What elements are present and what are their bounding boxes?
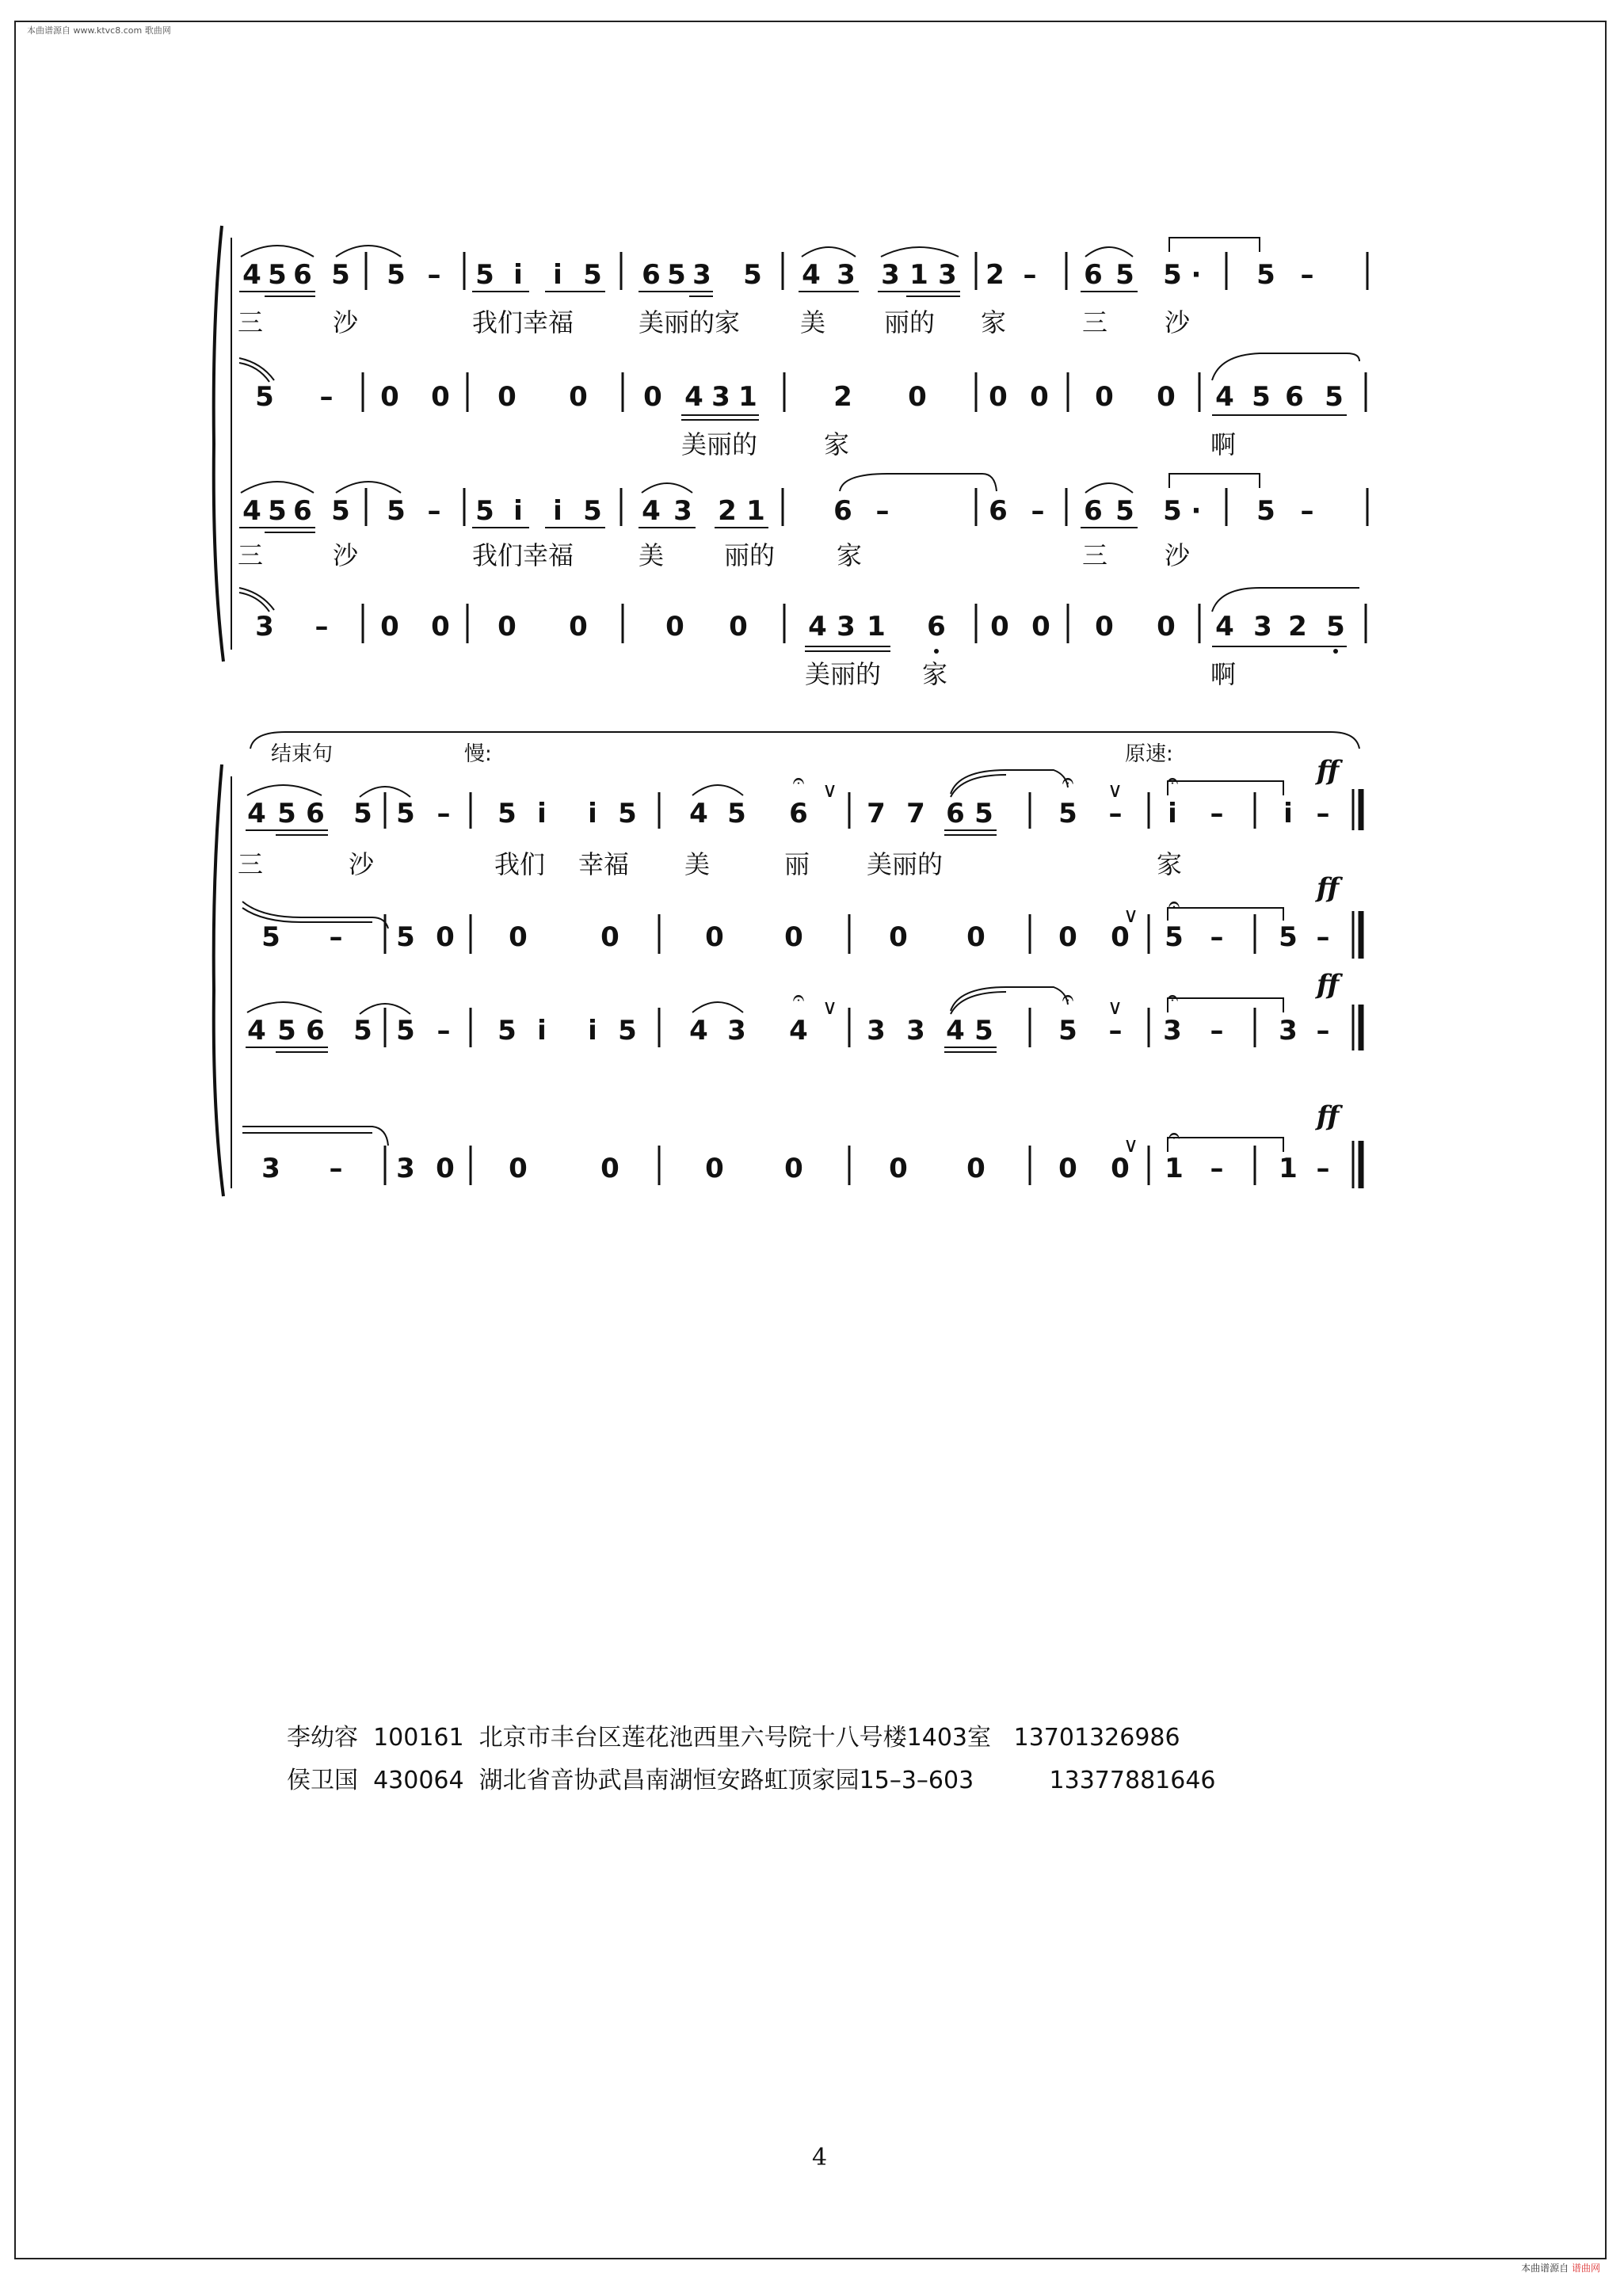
svg-text:6: 6 — [789, 798, 808, 829]
svg-text:5: 5 — [1115, 259, 1134, 291]
svg-text:我们幸福: 我们幸福 — [472, 540, 574, 570]
svg-text:0: 0 — [1031, 611, 1050, 642]
svg-text:4: 4 — [247, 1015, 266, 1047]
svg-text:沙: 沙 — [349, 849, 375, 879]
svg-text:–: – — [436, 798, 451, 829]
svg-text:ff: ff — [1317, 872, 1340, 904]
svg-text:5: 5 — [1163, 495, 1182, 527]
svg-text:5: 5 — [1256, 495, 1275, 527]
staff-4 — [255, 611, 1345, 654]
svg-text:–: – — [1023, 259, 1037, 291]
tempo-label: 原速: — [1125, 742, 1173, 766]
svg-text:0: 0 — [431, 611, 450, 642]
svg-text:5: 5 — [277, 798, 296, 829]
svg-text:家: 家 — [922, 659, 948, 689]
lyrics-1 — [238, 307, 1191, 337]
svg-text:–: – — [1210, 798, 1224, 829]
svg-text:4: 4 — [1215, 381, 1234, 413]
svg-text:–: – — [436, 1015, 451, 1047]
svg-text:5: 5 — [743, 259, 762, 291]
svg-text:4: 4 — [242, 495, 261, 527]
svg-text:4: 4 — [808, 611, 827, 642]
staff-3 — [242, 495, 1313, 527]
svg-text:0: 0 — [1111, 1153, 1130, 1184]
svg-text:𝄐: 𝄐 — [1062, 986, 1074, 1010]
svg-text:丽的: 丽的 — [724, 540, 776, 570]
svg-text:0: 0 — [1095, 381, 1114, 413]
svg-text:沙: 沙 — [333, 307, 359, 337]
staff-7 — [247, 986, 1329, 1047]
staff-8 — [261, 1124, 1329, 1184]
svg-text:4: 4 — [1215, 611, 1234, 642]
svg-text:三: 三 — [1082, 540, 1108, 570]
svg-text:家: 家 — [981, 307, 1007, 337]
svg-text:4: 4 — [242, 259, 261, 291]
svg-text:5: 5 — [353, 798, 372, 829]
svg-text:6: 6 — [642, 259, 661, 291]
svg-text:美丽的: 美丽的 — [805, 659, 882, 689]
svg-text:0: 0 — [990, 611, 1009, 642]
svg-text:美丽的: 美丽的 — [867, 849, 944, 879]
svg-text:5: 5 — [497, 1015, 517, 1047]
svg-text:5: 5 — [583, 495, 602, 527]
svg-text:2: 2 — [833, 381, 852, 413]
svg-text:4: 4 — [789, 1015, 808, 1047]
svg-text:美: 美 — [684, 849, 711, 879]
svg-text:0: 0 — [380, 611, 399, 642]
lyrics-4 — [805, 659, 1236, 689]
svg-text:ff: ff — [1317, 969, 1340, 1001]
svg-text:3: 3 — [1279, 1015, 1298, 1047]
svg-text:5: 5 — [1058, 798, 1077, 829]
svg-text:i: i — [588, 798, 597, 829]
svg-text:6: 6 — [293, 495, 312, 527]
lyrics-2 — [681, 429, 1236, 459]
slow-label: 慢: — [464, 742, 492, 766]
svg-text:5: 5 — [1163, 259, 1182, 291]
svg-text:0: 0 — [436, 921, 455, 953]
svg-text:美: 美 — [800, 307, 826, 337]
svg-text:3: 3 — [837, 611, 856, 642]
svg-text:5: 5 — [1252, 381, 1271, 413]
svg-text:𝄐: 𝄐 — [792, 769, 805, 793]
svg-text:∨: ∨ — [1107, 996, 1123, 1020]
svg-text:0: 0 — [1157, 611, 1176, 642]
svg-text:–: – — [1108, 1015, 1123, 1047]
svg-text:–: – — [319, 381, 334, 413]
svg-text:3: 3 — [255, 611, 274, 642]
svg-text:1: 1 — [867, 611, 886, 642]
svg-text:3: 3 — [396, 1153, 415, 1184]
svg-text:–: – — [1210, 1153, 1224, 1184]
svg-text:5: 5 — [1165, 921, 1184, 953]
svg-text:5: 5 — [497, 798, 517, 829]
svg-text:𝄐: 𝄐 — [792, 986, 805, 1010]
svg-text:3: 3 — [692, 259, 711, 291]
svg-text:0: 0 — [600, 1153, 619, 1184]
svg-text:·: · — [1191, 495, 1202, 527]
svg-text:3: 3 — [881, 259, 900, 291]
svg-text:–: – — [1300, 495, 1314, 527]
svg-text:0: 0 — [705, 1153, 724, 1184]
svg-text:0: 0 — [600, 921, 619, 953]
svg-text:5: 5 — [353, 1015, 372, 1047]
svg-text:0: 0 — [784, 921, 803, 953]
svg-text:1: 1 — [746, 495, 765, 527]
ending-label: 结束句 — [271, 742, 334, 766]
svg-text:0: 0 — [1030, 381, 1049, 413]
svg-text:–: – — [427, 495, 441, 527]
svg-text:7: 7 — [867, 798, 886, 829]
svg-text:3: 3 — [867, 1015, 886, 1047]
svg-text:5: 5 — [618, 1015, 637, 1047]
svg-text:–: – — [1316, 921, 1330, 953]
svg-text:i: i — [537, 798, 547, 829]
svg-text:i: i — [553, 259, 562, 291]
svg-text:美丽的: 美丽的 — [681, 429, 758, 459]
svg-text:6: 6 — [1084, 495, 1103, 527]
svg-text:5: 5 — [727, 798, 746, 829]
svg-text:0: 0 — [966, 921, 985, 953]
svg-text:6: 6 — [306, 798, 325, 829]
svg-text:2: 2 — [1288, 611, 1307, 642]
svg-text:–: – — [427, 259, 441, 291]
svg-text:三: 三 — [1082, 307, 1108, 337]
svg-text:5: 5 — [618, 798, 637, 829]
staff-6 — [261, 893, 1329, 953]
svg-text:家: 家 — [837, 540, 863, 570]
svg-text:4: 4 — [689, 798, 708, 829]
svg-text:0: 0 — [966, 1153, 985, 1184]
svg-text:6: 6 — [989, 495, 1008, 527]
svg-text:5: 5 — [387, 259, 406, 291]
contact-hou-weiguo: 侯卫国 430064 湖北省音协武昌南湖恒安路虹顶家园15–3–603 13377881646 — [287, 1767, 1216, 1794]
svg-text:6: 6 — [293, 259, 312, 291]
svg-text:0: 0 — [1157, 381, 1176, 413]
svg-text:1: 1 — [1165, 1153, 1184, 1184]
svg-text:3: 3 — [673, 495, 692, 527]
footer-logo: 本曲谱源自 谱曲网 — [1521, 2263, 1600, 2274]
svg-text:0: 0 — [1095, 611, 1114, 642]
svg-text:4: 4 — [642, 495, 661, 527]
svg-text:5: 5 — [1115, 495, 1134, 527]
svg-text:5: 5 — [396, 921, 415, 953]
svg-text:5: 5 — [1325, 381, 1344, 413]
svg-text:0: 0 — [908, 381, 927, 413]
svg-text:5: 5 — [268, 259, 287, 291]
svg-text:5: 5 — [1256, 259, 1275, 291]
staff-5 — [247, 769, 1329, 829]
contact-li-youring: 李幼容 100161 北京市丰台区莲花池西里六号院十八号楼1403室 13701326986 — [287, 1724, 1180, 1752]
svg-text:1: 1 — [909, 259, 928, 291]
svg-text:美丽的家: 美丽的家 — [639, 307, 741, 337]
svg-text:3: 3 — [727, 1015, 746, 1047]
svg-text:6: 6 — [927, 611, 946, 642]
svg-text:·: · — [1191, 259, 1202, 291]
svg-text:4: 4 — [247, 798, 266, 829]
svg-text:7: 7 — [906, 798, 925, 829]
svg-text:6: 6 — [946, 798, 965, 829]
svg-text:0: 0 — [569, 611, 588, 642]
svg-text:5: 5 — [268, 495, 287, 527]
svg-text:i: i — [513, 259, 523, 291]
system-1 — [214, 226, 1367, 689]
svg-text:i: i — [1283, 798, 1293, 829]
svg-text:我们幸福: 我们幸福 — [472, 307, 574, 337]
svg-text:∨: ∨ — [822, 996, 838, 1020]
svg-text:𝄐: 𝄐 — [1166, 769, 1179, 793]
svg-text:i: i — [588, 1015, 597, 1047]
svg-text:6: 6 — [1084, 259, 1103, 291]
svg-text:5: 5 — [277, 1015, 296, 1047]
svg-text:1: 1 — [1279, 1153, 1298, 1184]
svg-text:∨: ∨ — [1107, 779, 1123, 803]
svg-text:沙: 沙 — [1165, 307, 1191, 337]
svg-text:3: 3 — [1253, 611, 1272, 642]
svg-text:0: 0 — [784, 1153, 803, 1184]
svg-text:𝄐: 𝄐 — [1062, 769, 1074, 793]
svg-text:–: – — [1210, 1015, 1224, 1047]
svg-text:5: 5 — [255, 381, 274, 413]
svg-text:沙: 沙 — [333, 540, 359, 570]
svg-text:–: – — [1300, 259, 1314, 291]
svg-text:0: 0 — [1111, 921, 1130, 953]
svg-text:2: 2 — [985, 259, 1005, 291]
svg-text:–: – — [315, 611, 329, 642]
svg-text:–: – — [1108, 798, 1123, 829]
svg-text:2: 2 — [718, 495, 737, 527]
svg-text:0: 0 — [889, 921, 908, 953]
svg-text:ff: ff — [1317, 1100, 1340, 1132]
svg-text:丽的: 丽的 — [884, 307, 936, 337]
svg-text:5: 5 — [583, 259, 602, 291]
svg-text:3: 3 — [711, 381, 730, 413]
svg-text:家: 家 — [1157, 849, 1183, 879]
svg-text:丽: 丽 — [784, 849, 810, 879]
page-number: 4 — [812, 2144, 828, 2171]
svg-text:i: i — [1168, 798, 1177, 829]
svg-text:0: 0 — [989, 381, 1008, 413]
svg-text:5: 5 — [1279, 921, 1298, 953]
svg-text:0: 0 — [497, 381, 517, 413]
svg-text:i: i — [553, 495, 562, 527]
svg-text:–: – — [329, 1153, 343, 1184]
svg-text:–: – — [1031, 495, 1045, 527]
svg-text:我们: 我们 — [494, 849, 546, 879]
svg-text:0: 0 — [569, 381, 588, 413]
svg-text:5: 5 — [974, 798, 993, 829]
svg-text:5: 5 — [475, 259, 494, 291]
svg-text:0: 0 — [889, 1153, 908, 1184]
svg-text:∨: ∨ — [1123, 1134, 1139, 1157]
svg-text:∨: ∨ — [822, 779, 838, 803]
svg-text:ff: ff — [1317, 755, 1340, 787]
svg-text:–: – — [1316, 1153, 1330, 1184]
svg-text:3: 3 — [1163, 1015, 1182, 1047]
svg-text:5: 5 — [667, 259, 686, 291]
svg-text:美: 美 — [639, 540, 665, 570]
svg-text:0: 0 — [729, 611, 748, 642]
svg-text:4: 4 — [689, 1015, 708, 1047]
svg-text:3: 3 — [906, 1015, 925, 1047]
svg-text:5: 5 — [396, 1015, 415, 1047]
lyrics-5 — [238, 849, 1182, 879]
svg-text:5: 5 — [475, 495, 494, 527]
svg-text:𝄐: 𝄐 — [1168, 893, 1180, 917]
svg-text:–: – — [875, 495, 890, 527]
svg-text:𝄐: 𝄐 — [1168, 1124, 1180, 1148]
svg-text:0: 0 — [436, 1153, 455, 1184]
svg-text:4: 4 — [802, 259, 821, 291]
svg-text:1: 1 — [738, 381, 757, 413]
staff-2 — [255, 381, 1344, 413]
lyrics-3 — [238, 540, 1191, 570]
svg-text:0: 0 — [665, 611, 684, 642]
svg-text:5: 5 — [1326, 611, 1345, 642]
svg-text:0: 0 — [380, 381, 399, 413]
svg-text:啊: 啊 — [1210, 659, 1237, 689]
svg-text:0: 0 — [431, 381, 450, 413]
svg-text:0: 0 — [497, 611, 517, 642]
staff-1 — [242, 259, 1313, 291]
svg-text:5: 5 — [387, 495, 406, 527]
svg-text:0: 0 — [509, 921, 528, 953]
svg-text:0: 0 — [705, 921, 724, 953]
svg-text:啊: 啊 — [1210, 429, 1237, 459]
source-header: 本曲谱源自 www.ktvc8.com 歌曲网 — [27, 25, 171, 36]
svg-text:∨: ∨ — [1123, 904, 1139, 928]
svg-text:–: – — [1316, 798, 1330, 829]
svg-text:i: i — [513, 495, 523, 527]
svg-text:–: – — [1316, 1015, 1330, 1047]
svg-text:𝄐: 𝄐 — [1166, 986, 1179, 1010]
svg-text:家: 家 — [824, 429, 850, 459]
svg-text:–: – — [329, 921, 343, 953]
system-2 — [214, 732, 1361, 1196]
svg-text:5: 5 — [331, 495, 350, 527]
svg-text:3: 3 — [261, 1153, 280, 1184]
svg-text:5: 5 — [974, 1015, 993, 1047]
svg-text:i: i — [537, 1015, 547, 1047]
svg-text:幸福: 幸福 — [578, 849, 630, 879]
svg-text:3: 3 — [837, 259, 856, 291]
svg-text:三: 三 — [238, 540, 264, 570]
svg-text:5: 5 — [331, 259, 350, 291]
svg-text:5: 5 — [1058, 1015, 1077, 1047]
svg-text:5: 5 — [396, 798, 415, 829]
svg-text:6: 6 — [833, 495, 852, 527]
svg-text:三: 三 — [238, 849, 264, 879]
svg-text:3: 3 — [938, 259, 957, 291]
svg-text:0: 0 — [509, 1153, 528, 1184]
svg-text:–: – — [1210, 921, 1224, 953]
svg-text:沙: 沙 — [1165, 540, 1191, 570]
svg-text:0: 0 — [1058, 1153, 1077, 1184]
svg-text:0: 0 — [643, 381, 662, 413]
svg-text:5: 5 — [261, 921, 280, 953]
svg-text:4: 4 — [684, 381, 703, 413]
svg-text:4: 4 — [946, 1015, 965, 1047]
svg-text:0: 0 — [1058, 921, 1077, 953]
svg-text:6: 6 — [1285, 381, 1304, 413]
svg-text:三: 三 — [238, 307, 264, 337]
svg-text:6: 6 — [306, 1015, 325, 1047]
